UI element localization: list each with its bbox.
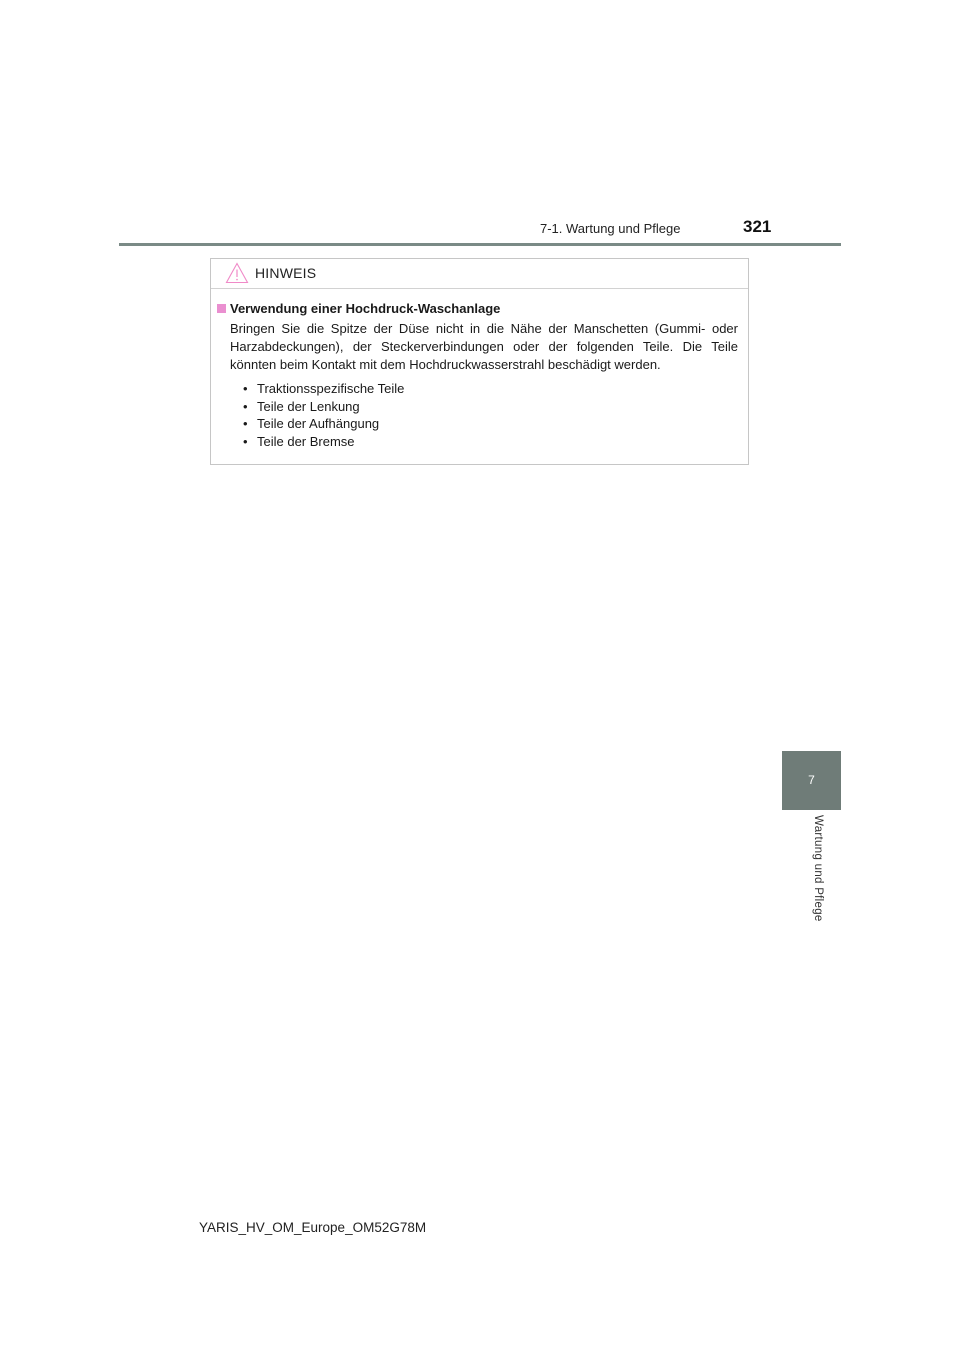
list-item [243,433,738,451]
bullet-mark: • [243,416,248,431]
list-item [243,398,738,416]
list-item-text: Traktionsspezifische Teile [257,381,405,396]
warning-triangle-icon [225,262,249,284]
notice-header [211,259,748,289]
square-bullet-icon [217,304,226,313]
footer-document-code: YARIS_HV_OM_Europe_OM52G78M [199,1220,427,1235]
list-item-text: Teile der Lenkung [257,398,360,414]
list-item-text: Teile der Bremse [257,433,355,449]
list-item [243,415,738,433]
chapter-tab: 7 [782,751,841,810]
notice-title: HINWEIS [255,265,317,281]
chapter-side-label: Wartung und Pflege [812,815,824,922]
subheading-text: Verwendung einer Hochdruck-Waschanlage [230,301,501,316]
header-rule [119,243,841,246]
page-number: 321 [743,217,772,236]
notice-subheading [217,301,738,316]
list-item [243,380,738,398]
parts-list [243,380,738,450]
notice-body [211,289,748,450]
notice-paragraph: Bringen Sie die Spitze der Düse nicht in die Nähe der Manschetten (Gummi- oder Harzabdeckungen), der Steckerverbindungen oder der folgenden Teile. Die Teile könnten beim Kontakt mit dem Hochdruckwasserstrahl beschädigt werden. [230,321,738,372]
bullet-mark: • [243,381,248,396]
bullet-mark: • [243,398,248,414]
notice-box [210,258,749,465]
list-item-text: Teile der Aufhängung [257,416,380,431]
section-title: 7-1. Wartung und Pflege [540,221,681,236]
bullet-mark: • [243,433,248,449]
